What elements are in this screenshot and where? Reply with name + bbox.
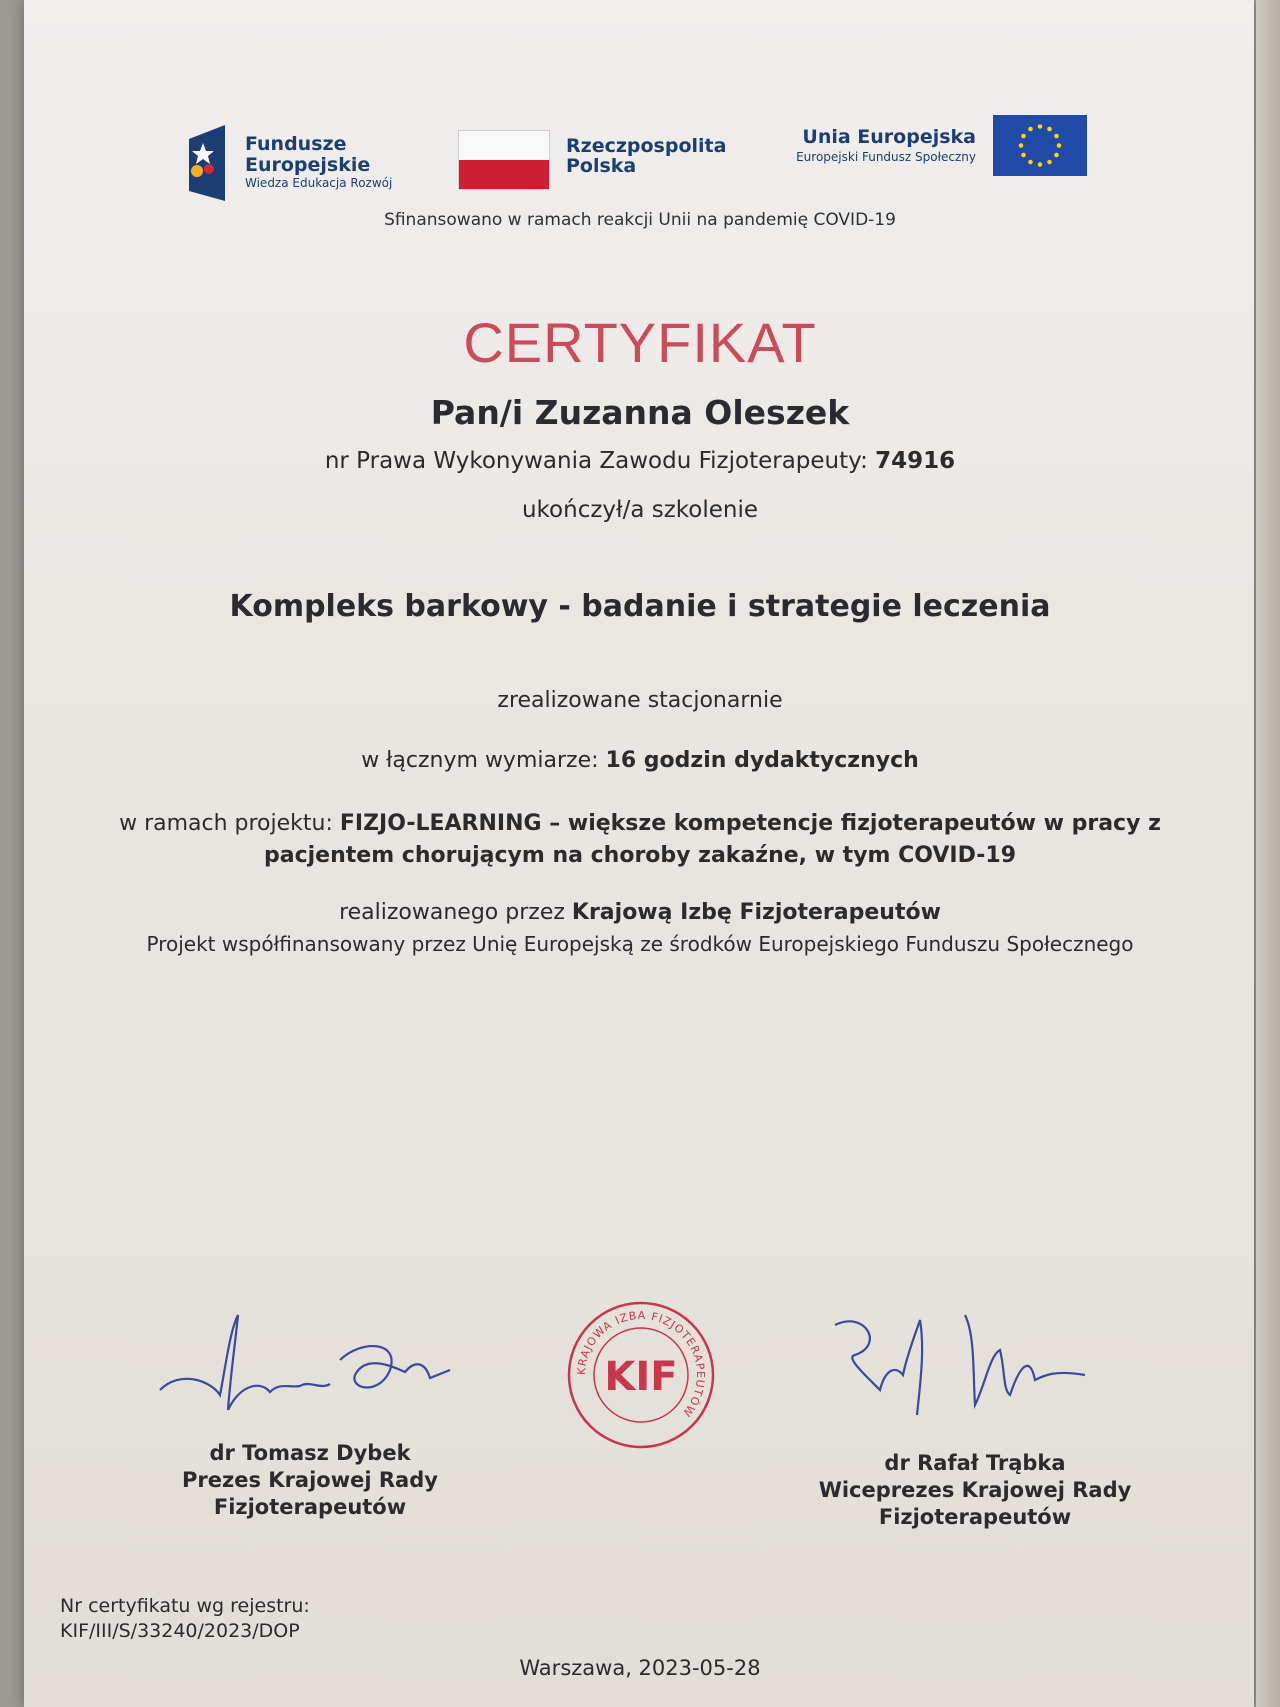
hours-line [0, 748, 1280, 773]
signature-left [150, 1300, 470, 1440]
signature-right [825, 1295, 1125, 1445]
polish-flag-icon [458, 130, 550, 190]
training-mode: zrealizowane stacjonarnie [497, 688, 783, 713]
realized-label: realizowanego przez [339, 900, 565, 925]
registry-label: Nr certyfikatu wg rejestru: [60, 1595, 310, 1617]
licence-number: 74916 [875, 448, 956, 474]
fe-logo-line1: Fundusze [245, 133, 347, 155]
recipient-name: Pan/i Zuzanna Oleszek [430, 393, 850, 432]
realized-line [0, 900, 1280, 925]
hours-value: 16 godzin dydaktycznych [605, 748, 919, 773]
signatory-right-role2: Fizjoterapeutów [878, 1505, 1072, 1529]
funding-note: Sfinansowano w ramach reakcji Unii na pandemię COVID-19 [384, 210, 896, 230]
place-date: Warszawa, 2023-05-28 [519, 1656, 761, 1680]
background-edge [1256, 0, 1280, 1707]
signatory-left-role1: Prezes Krajowej Rady [182, 1468, 438, 1492]
kif-seal [566, 1300, 716, 1450]
licence-label: nr Prawa Wykonywania Zawodu Fizjoterapeuty: [324, 448, 868, 474]
ue-logo-subtitle: Europejski Fundusz Społeczny [796, 150, 976, 164]
seal-ring-text: KRAJOWA IZBA FIZJOTERAPEUTÓW [574, 1308, 708, 1420]
signatory-left-role2: Fizjoterapeutów [213, 1495, 407, 1519]
eu-flag-icon [993, 115, 1087, 176]
rp-logo-text [566, 136, 726, 176]
project-label: w ramach projektu: [119, 811, 333, 836]
signatory-right [790, 1450, 1160, 1531]
licence-line [0, 448, 1280, 474]
ue-logo-title: Unia Europejska [802, 126, 976, 148]
signatory-left-name: dr Tomasz Dybek [209, 1441, 411, 1465]
completed-text: ukończył/a szkolenie [521, 497, 759, 523]
realized-by: Krajową Izbę Fizjoterapeutów [571, 900, 941, 925]
project-line [80, 808, 1200, 872]
signatory-right-name: dr Rafał Trąbka [884, 1451, 1066, 1475]
signatory-right-role1: Wiceprezes Krajowej Rady [818, 1478, 1132, 1502]
cofinancing-note: Projekt współfinansowany przez Unię Europejską ze środków Europejskiego Funduszu Społecznego [146, 932, 1134, 956]
rp-logo-line2: Polska [566, 155, 637, 177]
course-title: Kompleks barkowy - badanie i strategie leczenia [229, 589, 1051, 624]
rp-logo-line1: Rzeczpospolita [566, 135, 727, 157]
project-name: FIZJO-LEARNING – większe kompetencje fizjoterapeutów w pracy z pacjentem chorującym na choroby zakaźne, w tym COVID-19 [264, 811, 1161, 868]
fe-logo-line2: Europejskie [245, 154, 371, 176]
seal-logo-text: KIF [604, 1354, 678, 1400]
fundusze-europejskie-logo-icon [185, 125, 230, 201]
hours-label: w łącznym wymiarze: [361, 748, 599, 773]
certificate-title: CERTYFIKAT [463, 311, 817, 374]
fe-logo-text [245, 134, 370, 176]
fe-logo-subtitle: Wiedza Edukacja Rozwój [245, 176, 393, 190]
signatory-left [150, 1440, 470, 1521]
registry-number: KIF/III/S/33240/2023/DOP [60, 1620, 300, 1642]
